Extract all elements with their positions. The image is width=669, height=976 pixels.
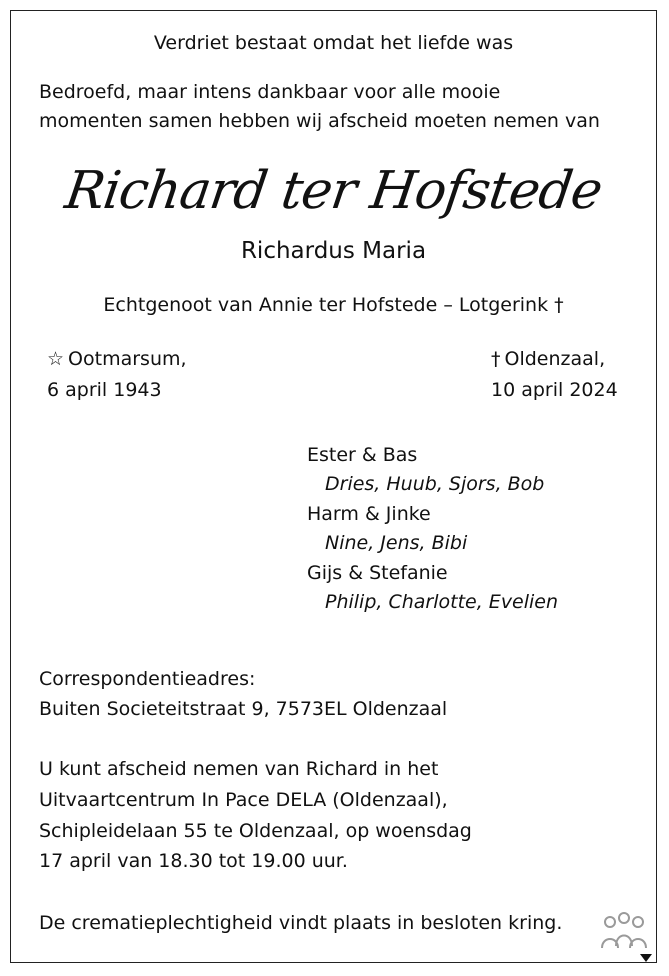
death-date: 10 april 2024 (491, 379, 618, 401)
death-place-line (491, 347, 605, 371)
family-children-2: Nine, Jens, Bibi (325, 532, 468, 554)
family-couple-3: Gijs & Stefanie (307, 562, 448, 584)
cremation-line: De crematieplechtigheid vindt plaats in besloten kring. (39, 912, 563, 934)
family-couple-1: Ester & Bas (307, 444, 418, 466)
given-names: Richardus Maria (240, 238, 427, 264)
visitation-line-4: 17 april van 18.30 tot 19.00 uur. (39, 850, 348, 872)
correspondence-label: Correspondentieadres: (39, 668, 256, 690)
birth-place-line (47, 347, 187, 371)
obituary-card (10, 10, 657, 963)
visitation-line-3: Schipleidelaan 55 te Oldenzaal, op woensdag (39, 820, 472, 842)
family-logo-icon (596, 910, 652, 962)
motto: Verdriet bestaat omdat het liefde was (153, 32, 514, 54)
visitation-line-1: U kunt afscheid nemen van Richard in het (39, 758, 439, 780)
visitation-line-2: Uitvaartcentrum In Pace DELA (Oldenzaal), (39, 789, 448, 811)
star-icon: ☆ (47, 348, 65, 370)
family-children-3: Philip, Charlotte, Evelien (325, 591, 559, 613)
deceased-name: Richard ter Hofstede (61, 161, 606, 221)
death-place: Oldenzaal, (504, 348, 606, 370)
cross-icon: † (491, 348, 501, 370)
intro-line-1: Bedroefd, maar intens dankbaar voor alle mooie (39, 81, 501, 103)
birth-place: Ootmarsum, (68, 348, 187, 370)
correspondence-address: Buiten Societeitstraat 9, 7573EL Oldenzaal (39, 698, 448, 720)
spouse-line: Echtgenoot van Annie ter Hofstede – Lotgerink † (103, 294, 564, 316)
family-children-1: Dries, Huub, Sjors, Bob (325, 473, 545, 495)
intro-line-2: momenten samen hebben wij afscheid moeten nemen van (39, 110, 600, 132)
family-couple-2: Harm & Jinke (307, 503, 431, 525)
birth-date: 6 april 1943 (47, 379, 162, 401)
